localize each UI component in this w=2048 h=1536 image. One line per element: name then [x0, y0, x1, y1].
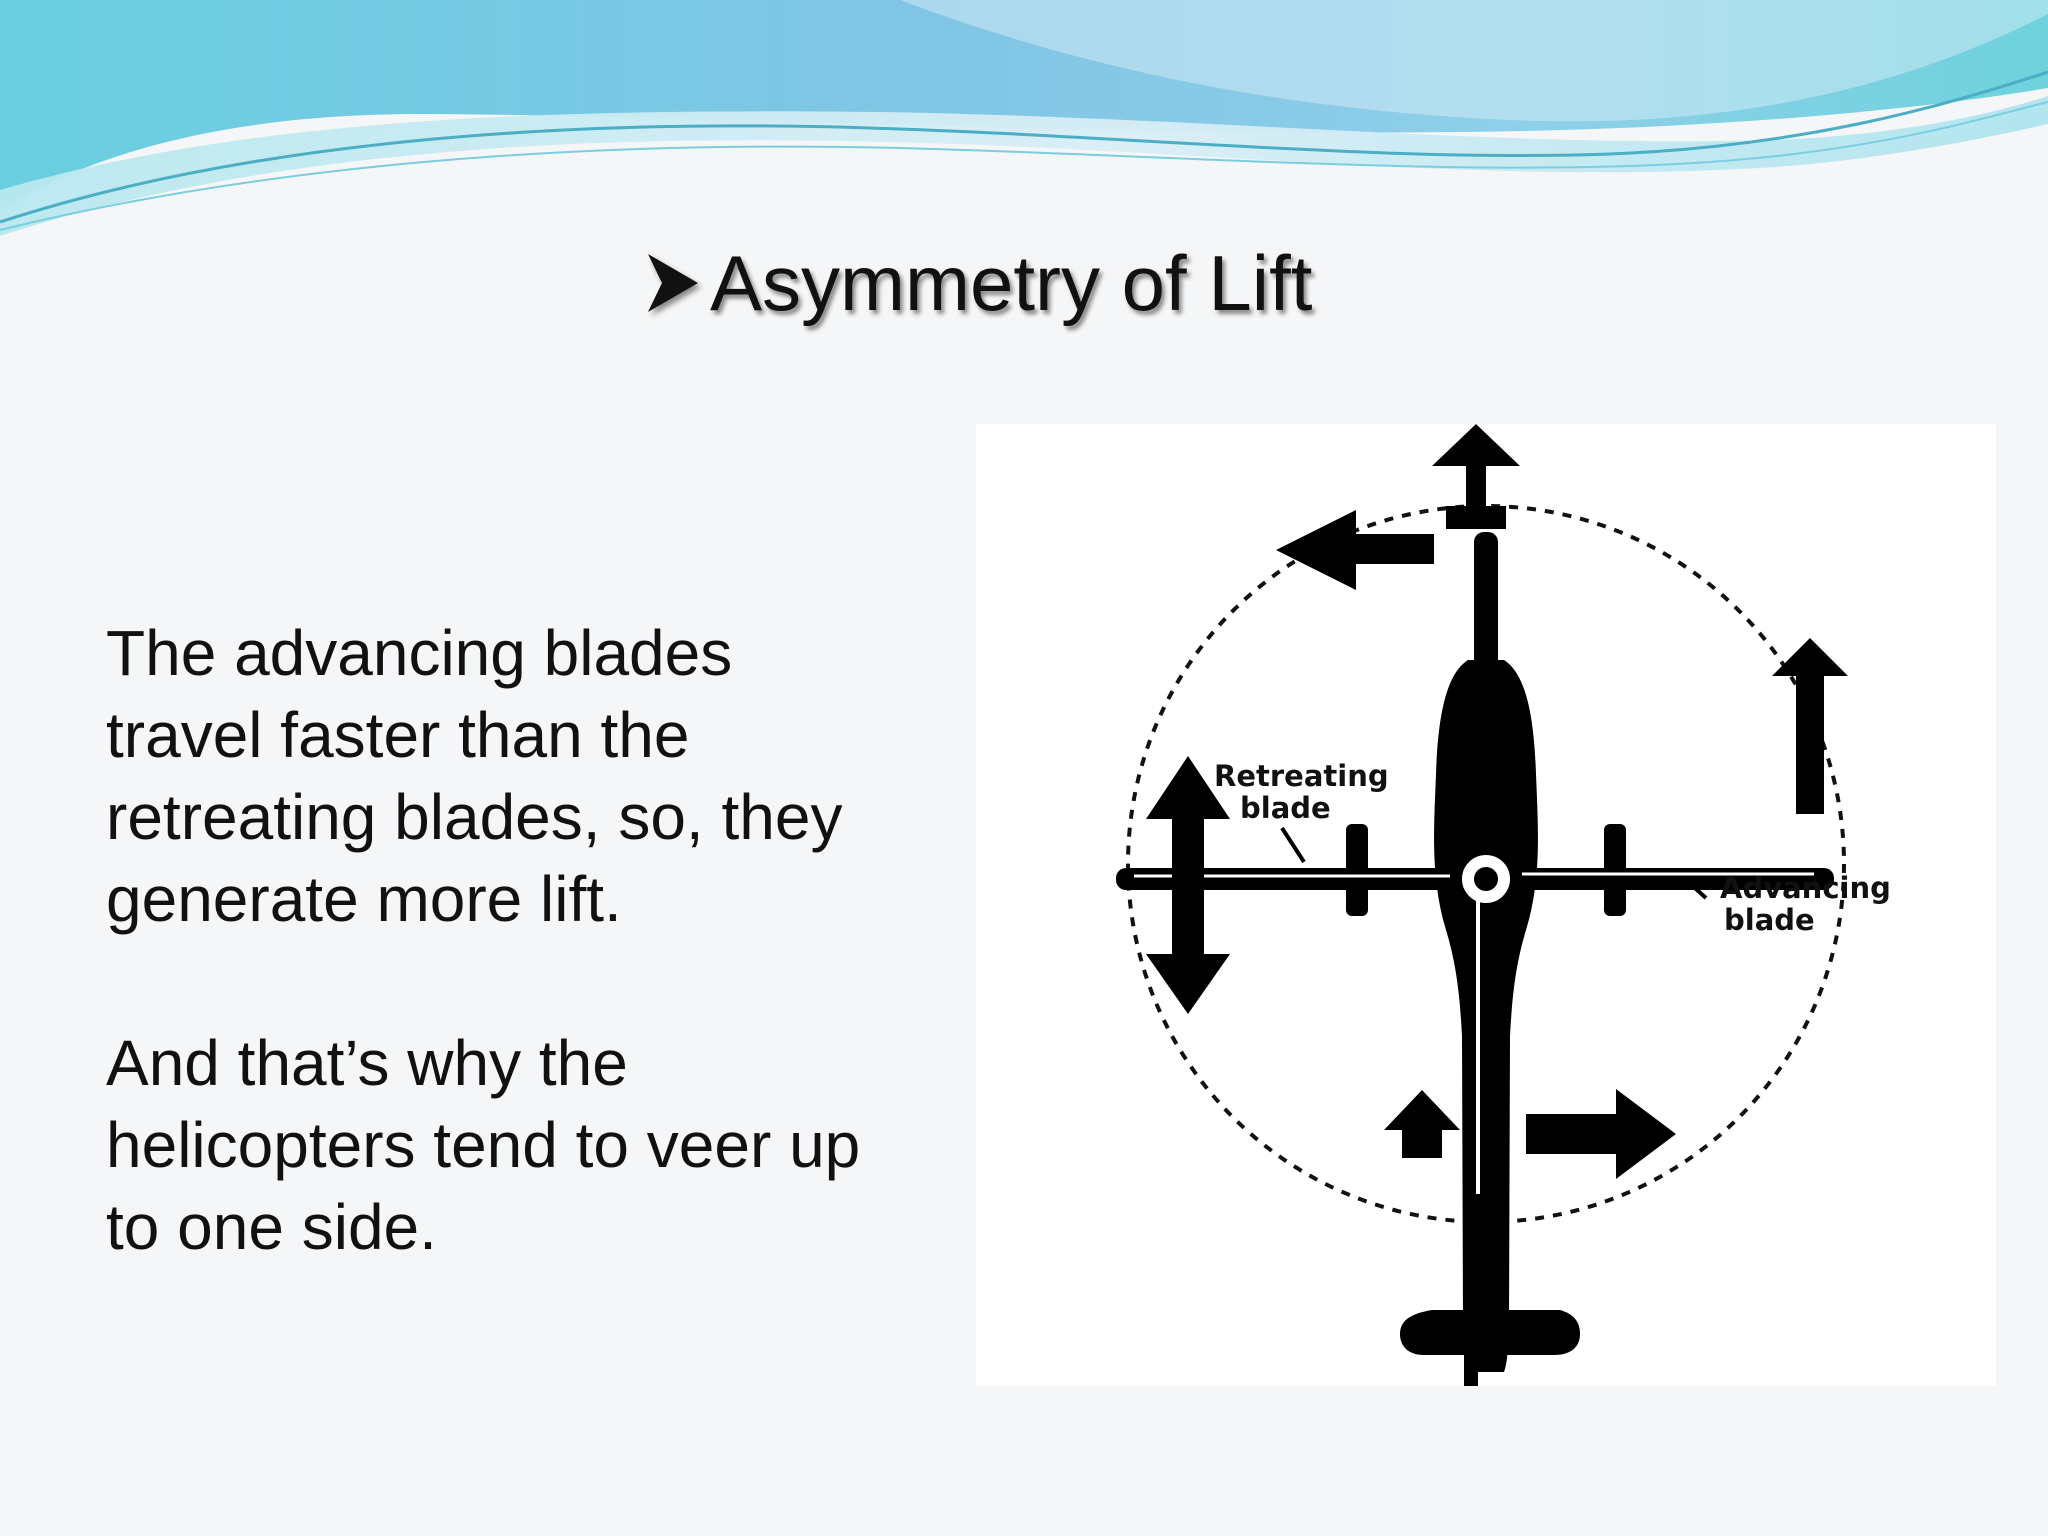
retreating-label-line-2: blade [1240, 791, 1331, 825]
blade-labels [1214, 759, 1891, 937]
advancing-label-line-1: Advancing [1720, 871, 1891, 905]
conclusion-paragraph: And that’s why the helicopters tend to veer up to one side. [106, 1027, 861, 1263]
slide-title-text: Asymmetry of Lift [710, 239, 1313, 327]
slide-title [640, 228, 1400, 338]
helicopter-rotor-diagram [976, 424, 1996, 1386]
header-wave-decoration [0, 0, 2048, 260]
asymmetry-of-lift-diagram [976, 424, 1996, 1386]
retreating-label-line-1: Retreating [1214, 759, 1389, 793]
slide-body-text [106, 612, 966, 1268]
explanation-paragraph: The advancing blades travel faster than the retreating blades, so, they generate more lift. [106, 617, 843, 935]
arrowhead-bullet-icon [640, 248, 704, 318]
advancing-label-line-2: blade [1724, 903, 1815, 937]
